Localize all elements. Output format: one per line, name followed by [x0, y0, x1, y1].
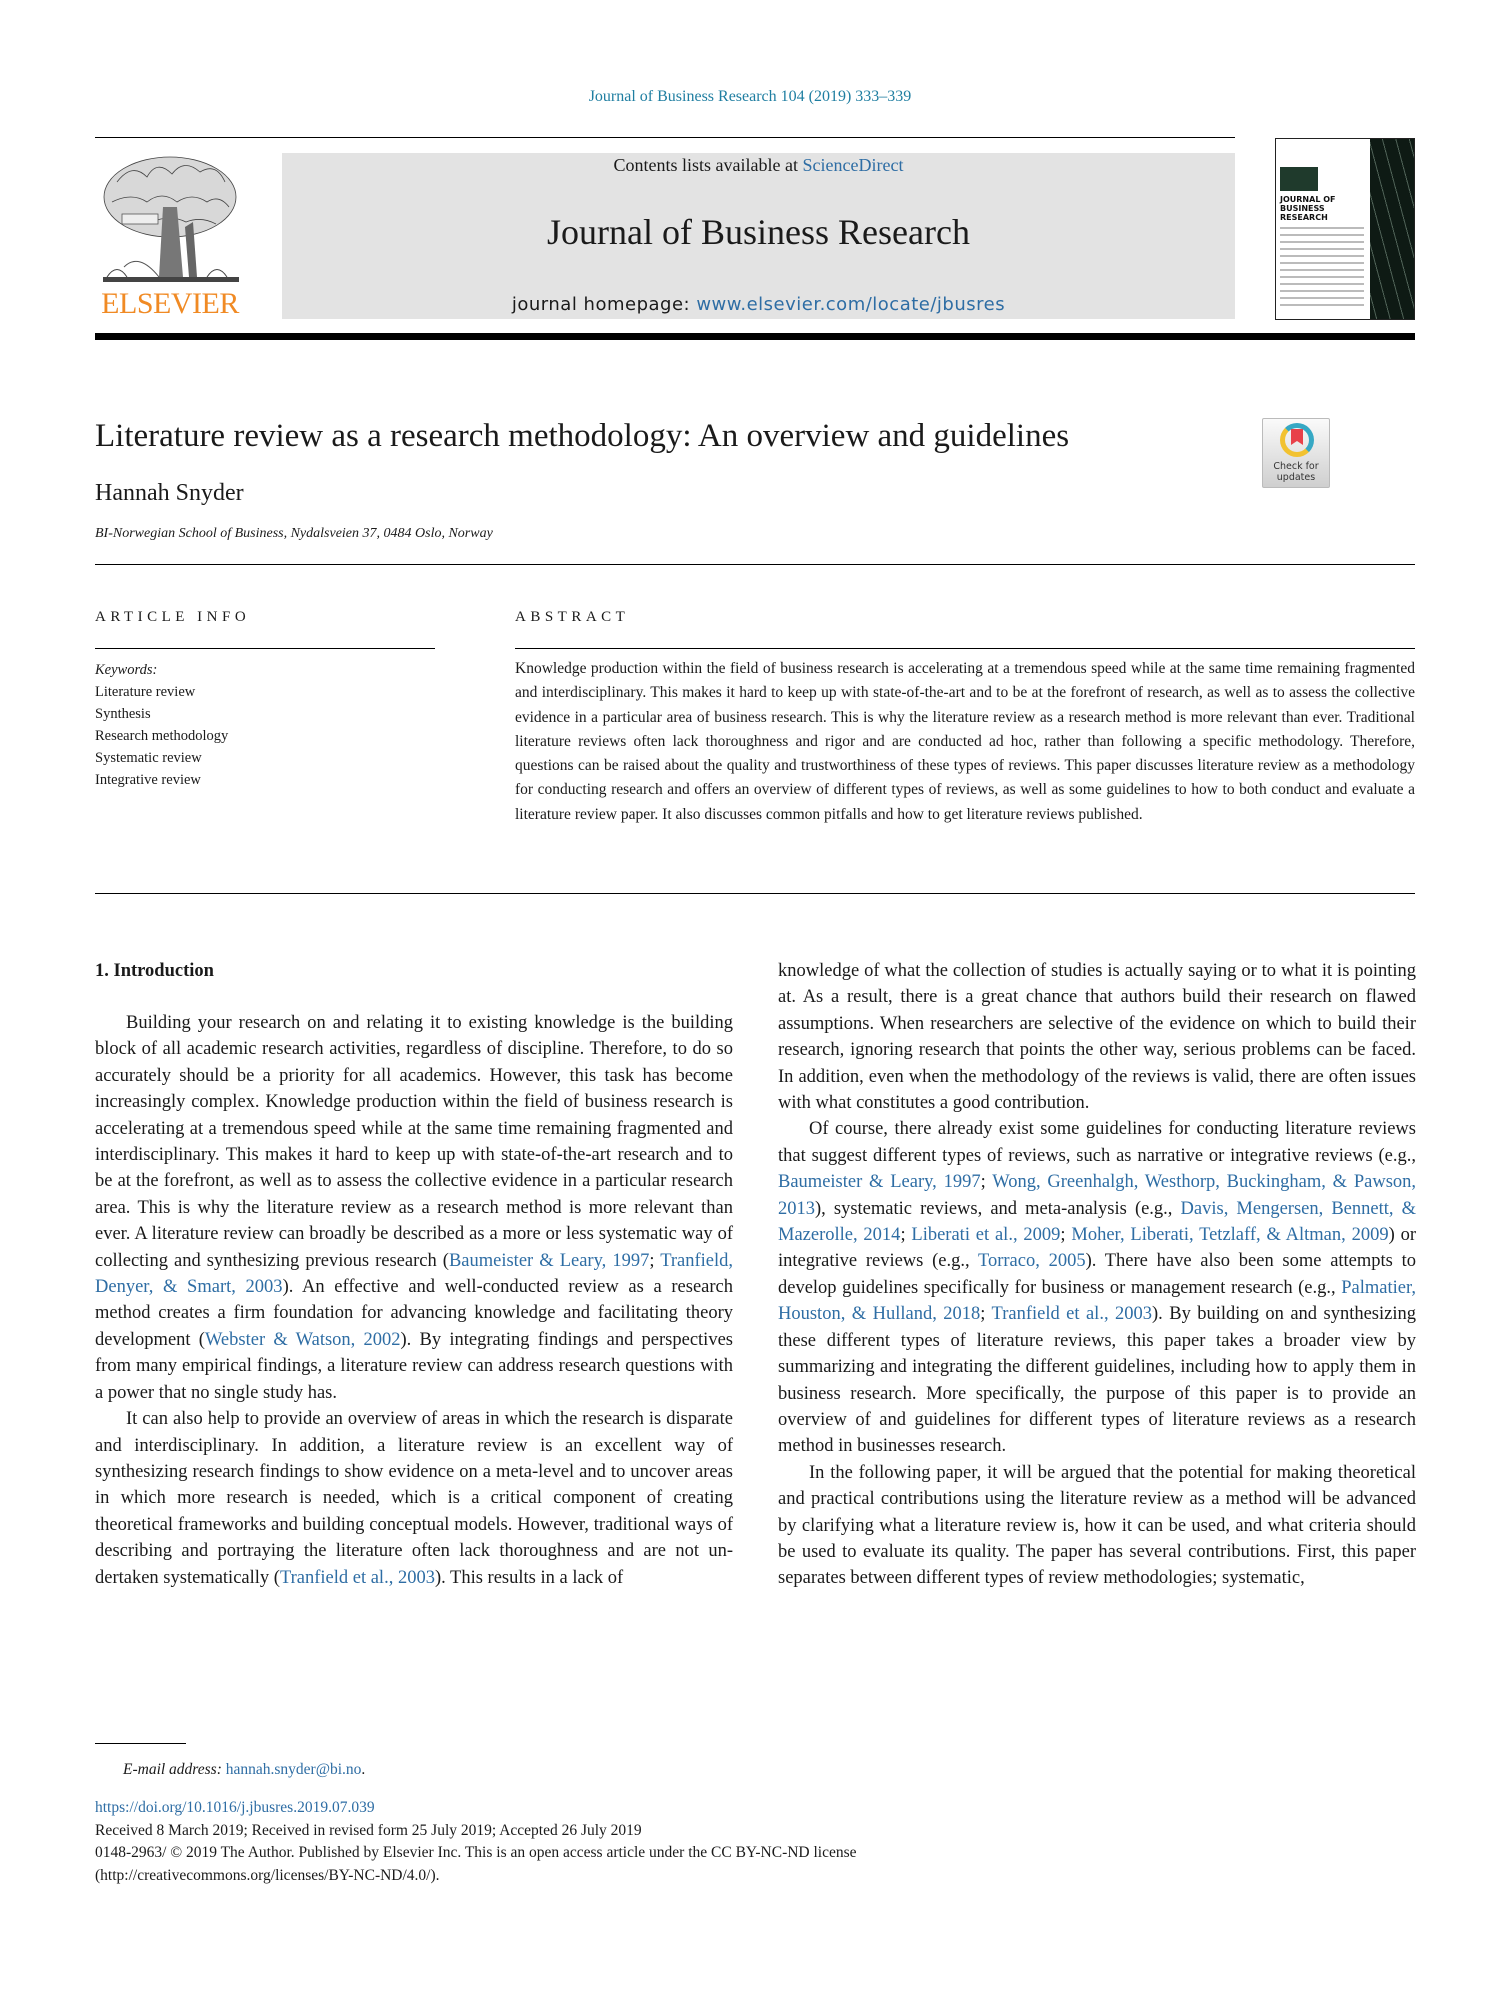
- citation-link[interactable]: Tranfield, Denyer, & Smart, 2003: [95, 1250, 734, 1298]
- body-paragraph: [778, 1116, 1416, 1459]
- keyword-item[interactable]: Integrative review: [95, 772, 201, 788]
- body-column-right: [778, 958, 1416, 1592]
- cover-banner-graphic: [1280, 167, 1318, 191]
- homepage-prefix: journal homepage:: [511, 294, 697, 315]
- header-thick-rule: [95, 333, 1415, 340]
- keywords-label: Keywords:: [95, 662, 158, 678]
- paragraph-text: Building your research on and relating it to existing knowledge is the building block of all academic research activities, regardless of discipline. Therefore, to do so accurately should be a priority for all academics. However, this task has become increasingly complex. Knowledge production within the field of business research is accelerating at a tremendous speed while at the same time remaining fragmented and interdisciplinary. This makes it hard to keep up with state-of-the-art research and to be at the forefront, as well as to assess the collective evidence in a particular research area. This is why the literature review as a research method is more relevant than ever. A literature review can broadly be described as a more or less systematic way of collecting and synthesizing previous research (: [95, 1013, 733, 1271]
- paragraph-text: ;: [980, 1304, 992, 1325]
- article-footer-metadata: [95, 1797, 857, 1887]
- citation-link[interactable]: Liberati et al., 2009: [911, 1225, 1061, 1246]
- cover-left-panel: [1276, 139, 1370, 319]
- author-email-footnote: [123, 1760, 365, 1780]
- cover-title-line: RESEARCH: [1280, 213, 1328, 222]
- paragraph-text: ) or integrative reviews (e.g.,: [778, 1225, 1416, 1272]
- section-heading-introduction: 1. Introduction: [95, 961, 214, 981]
- journal-cover-thumbnail[interactable]: [1275, 138, 1415, 320]
- citation-link[interactable]: Davis, Mengersen, Bennett, & Mazerolle, 2014: [778, 1198, 1416, 1246]
- citation-link[interactable]: Wong, Greenhalgh, Westhorp, Buckingham, & Pawson, 2013: [778, 1172, 1417, 1219]
- citation-link[interactable]: Palmatier, Houston, & Hulland, 2018: [778, 1277, 1416, 1325]
- check-for-updates-button[interactable]: [1262, 418, 1330, 488]
- abstract-divider: [95, 893, 1415, 894]
- title-divider: [95, 564, 1415, 565]
- keyword-item[interactable]: Synthesis: [95, 706, 151, 722]
- article-info-heading: ARTICLE INFO: [95, 609, 251, 625]
- sciencedirect-link[interactable]: ScienceDirect: [802, 155, 904, 175]
- journal-reference-link[interactable]: Journal of Business Research 104 (2019) 333–339: [588, 88, 912, 105]
- paragraph-text: It can also help to provide an overview of areas in which the research is disparate and interdisciplinary. In addition, a literature review is an excellent way of synthesizing research findings to show evidence on a meta-level and to uncover areas in which more research is needed, which is a critical component of creating theoretical frameworks and building conceptual models. However, traditional ways of describing and portraying the literature often lack thoroughness and are not undertaken systematically (: [95, 1409, 733, 1588]
- cover-contents-lines: [1280, 227, 1364, 311]
- body-column-left: [95, 958, 733, 1591]
- paragraph-text: ;: [1060, 1225, 1072, 1246]
- email-suffix: .: [361, 1761, 366, 1778]
- citation-link[interactable]: Tranfield et al., 2003: [991, 1304, 1153, 1325]
- doi-link[interactable]: https://doi.org/10.1016/j.jbusres.2019.07.039: [95, 1799, 375, 1816]
- paragraph-text: ), systematic reviews, and meta-analysis (e.g.,: [815, 1198, 1181, 1219]
- author-email-link[interactable]: hannah.snyder@bi.no: [225, 1761, 362, 1778]
- citation-link[interactable]: Baumeister & Leary, 1997: [778, 1172, 981, 1193]
- paragraph-text: ;: [649, 1250, 661, 1271]
- keyword-item[interactable]: Literature review: [95, 684, 196, 700]
- cover-title: [1280, 195, 1335, 222]
- cover-right-panel: [1370, 139, 1414, 319]
- body-paragraph: In the following paper, it will be argued that the potential for making theoretical and practical contributions using the literature review as a method will be advanced by clarifying what a literature review is, how it can be used, and what criteria should be used to evaluate its quality. The paper has several contributions. First, this paper separates between different types of review methodologies; systematic,: [778, 1462, 1416, 1589]
- journal-header-banner: [282, 153, 1235, 319]
- paragraph-text: knowledge of what the collection of studies is actually saying or to what it is pointing at. As a result, there is a great chance that authors build their research on flawed assumptions. When researchers are selective of the evidence on which to build their research, ignoring research that points the other way, serious problems can be faced. In addition, even when the methodology of the reviews is valid, there are often issues with what constitutes a good contribution.: [778, 961, 1416, 1114]
- contents-availability: [282, 153, 1235, 177]
- abstract-text: Knowledge production within the field of business research is accelerating at a tremendous speed while at the same time remaining fragmented and interdisciplinary. This makes it hard to keep up with state-of-the-art and to be at the forefront of research, as well as to assess the collective evidence in a particular area of business research. This is why the literature review as a research method is more relevant than ever. Traditional literature reviews often lack thoroughness and rigor and are conducted ad hoc, rather than following a specific methodology. Therefore, questions can be raised about the quality and trustworthiness of these types of reviews. This paper discusses literature review as a methodology for conducting research and offers an overview of different types of reviews, as well as some guidelines to how to both conduct and evaluate a literature review paper. It also discusses common pitfalls and how to get literature reviews published.: [515, 660, 1415, 823]
- paragraph-text: ). By building on and synthesizing these different types of literature reviews, this paper takes a broader view by summarizing and integrating the different guidelines, including how to apply them in business research. More specifically, the purpose of this paper is to provide an overview of and guidelines for different types of literature reviews as a research method in businesses research.: [778, 1304, 1416, 1457]
- journal-homepage: [282, 293, 1235, 317]
- article-dates: Received 8 March 2019; Received in revised form 25 July 2019; Accepted 26 July 2019: [95, 1821, 642, 1839]
- elsevier-logo[interactable]: [95, 152, 245, 320]
- author-affiliation: BI-Norwegian School of Business, Nydalsveien 37, 0484 Oslo, Norway: [95, 526, 493, 541]
- crossmark-label: [1263, 461, 1329, 483]
- paragraph-text: ;: [900, 1225, 912, 1246]
- paragraph-text: ). This results in a lack of: [434, 1567, 624, 1588]
- header-top-rule: [95, 137, 1235, 138]
- email-label: E-mail address:: [123, 1761, 222, 1778]
- cover-title-line: BUSINESS: [1280, 204, 1325, 213]
- keyword-item[interactable]: Systematic review: [95, 750, 202, 766]
- elsevier-wordmark: ELSEVIER: [101, 287, 239, 320]
- keyword-item[interactable]: Research methodology: [95, 728, 229, 744]
- footnote-rule: [95, 1743, 186, 1744]
- paragraph-text: ;: [980, 1172, 993, 1193]
- citation-link[interactable]: Moher, Liberati, Tetzlaff, & Altman, 2009: [1071, 1225, 1389, 1246]
- abstract-heading: ABSTRACT: [515, 609, 630, 625]
- abstract-rule: [515, 648, 1415, 649]
- paragraph-text: ). An effective and well-conducted review as a research method creates a firm foundation for advancing knowledge and facilitating theory development (: [95, 1277, 733, 1350]
- paragraph-text: Of course, there already exist some guidelines for conducting literature reviews that suggest different types of reviews, such as narrative or integrative reviews (e.g.,: [778, 1119, 1416, 1166]
- body-paragraph: [95, 1010, 733, 1406]
- paragraph-text: ). There have also been some attempts to develop guidelines specifically for business or management research (e.g.,: [778, 1251, 1416, 1298]
- author-name[interactable]: Hannah Snyder: [95, 480, 244, 506]
- journal-homepage-link[interactable]: www.elsevier.com/locate/jbusres: [696, 294, 1006, 315]
- contents-prefix: Contents lists available at: [613, 155, 803, 175]
- crossmark-label-line: Check for: [1273, 461, 1319, 472]
- keywords-list: [95, 659, 228, 791]
- body-paragraph: [95, 1406, 733, 1591]
- paragraph-text: ). By integrating findings and perspectives from many empirical findings, a literature review can address research questions with a power that no single study has.: [95, 1329, 733, 1403]
- journal-title: Journal of Business Research: [547, 212, 970, 252]
- crossmark-label-line: updates: [1276, 472, 1316, 483]
- citation-link[interactable]: Torraco, 2005: [977, 1251, 1086, 1272]
- cover-title-line: JOURNAL OF: [1280, 195, 1336, 204]
- citation-link[interactable]: Tranfield et al., 2003: [279, 1567, 435, 1588]
- body-paragraph-continued: [778, 958, 1416, 1116]
- copyright-notice: 0148-2963/ © 2019 The Author. Published by Elsevier Inc. This is an open access article under the CC BY-NC-ND license: [95, 1844, 857, 1861]
- citation-link[interactable]: Baumeister & Leary, 1997: [448, 1250, 650, 1271]
- article-info-rule: [95, 648, 435, 649]
- license-url[interactable]: (http://creativecommons.org/licenses/BY-NC-ND/4.0/).: [95, 1866, 440, 1884]
- citation-link[interactable]: Webster & Watson, 2002: [204, 1329, 401, 1350]
- elsevier-tree-icon: [97, 152, 243, 287]
- article-title: Literature review as a research methodology: An overview and guidelines: [95, 418, 1070, 454]
